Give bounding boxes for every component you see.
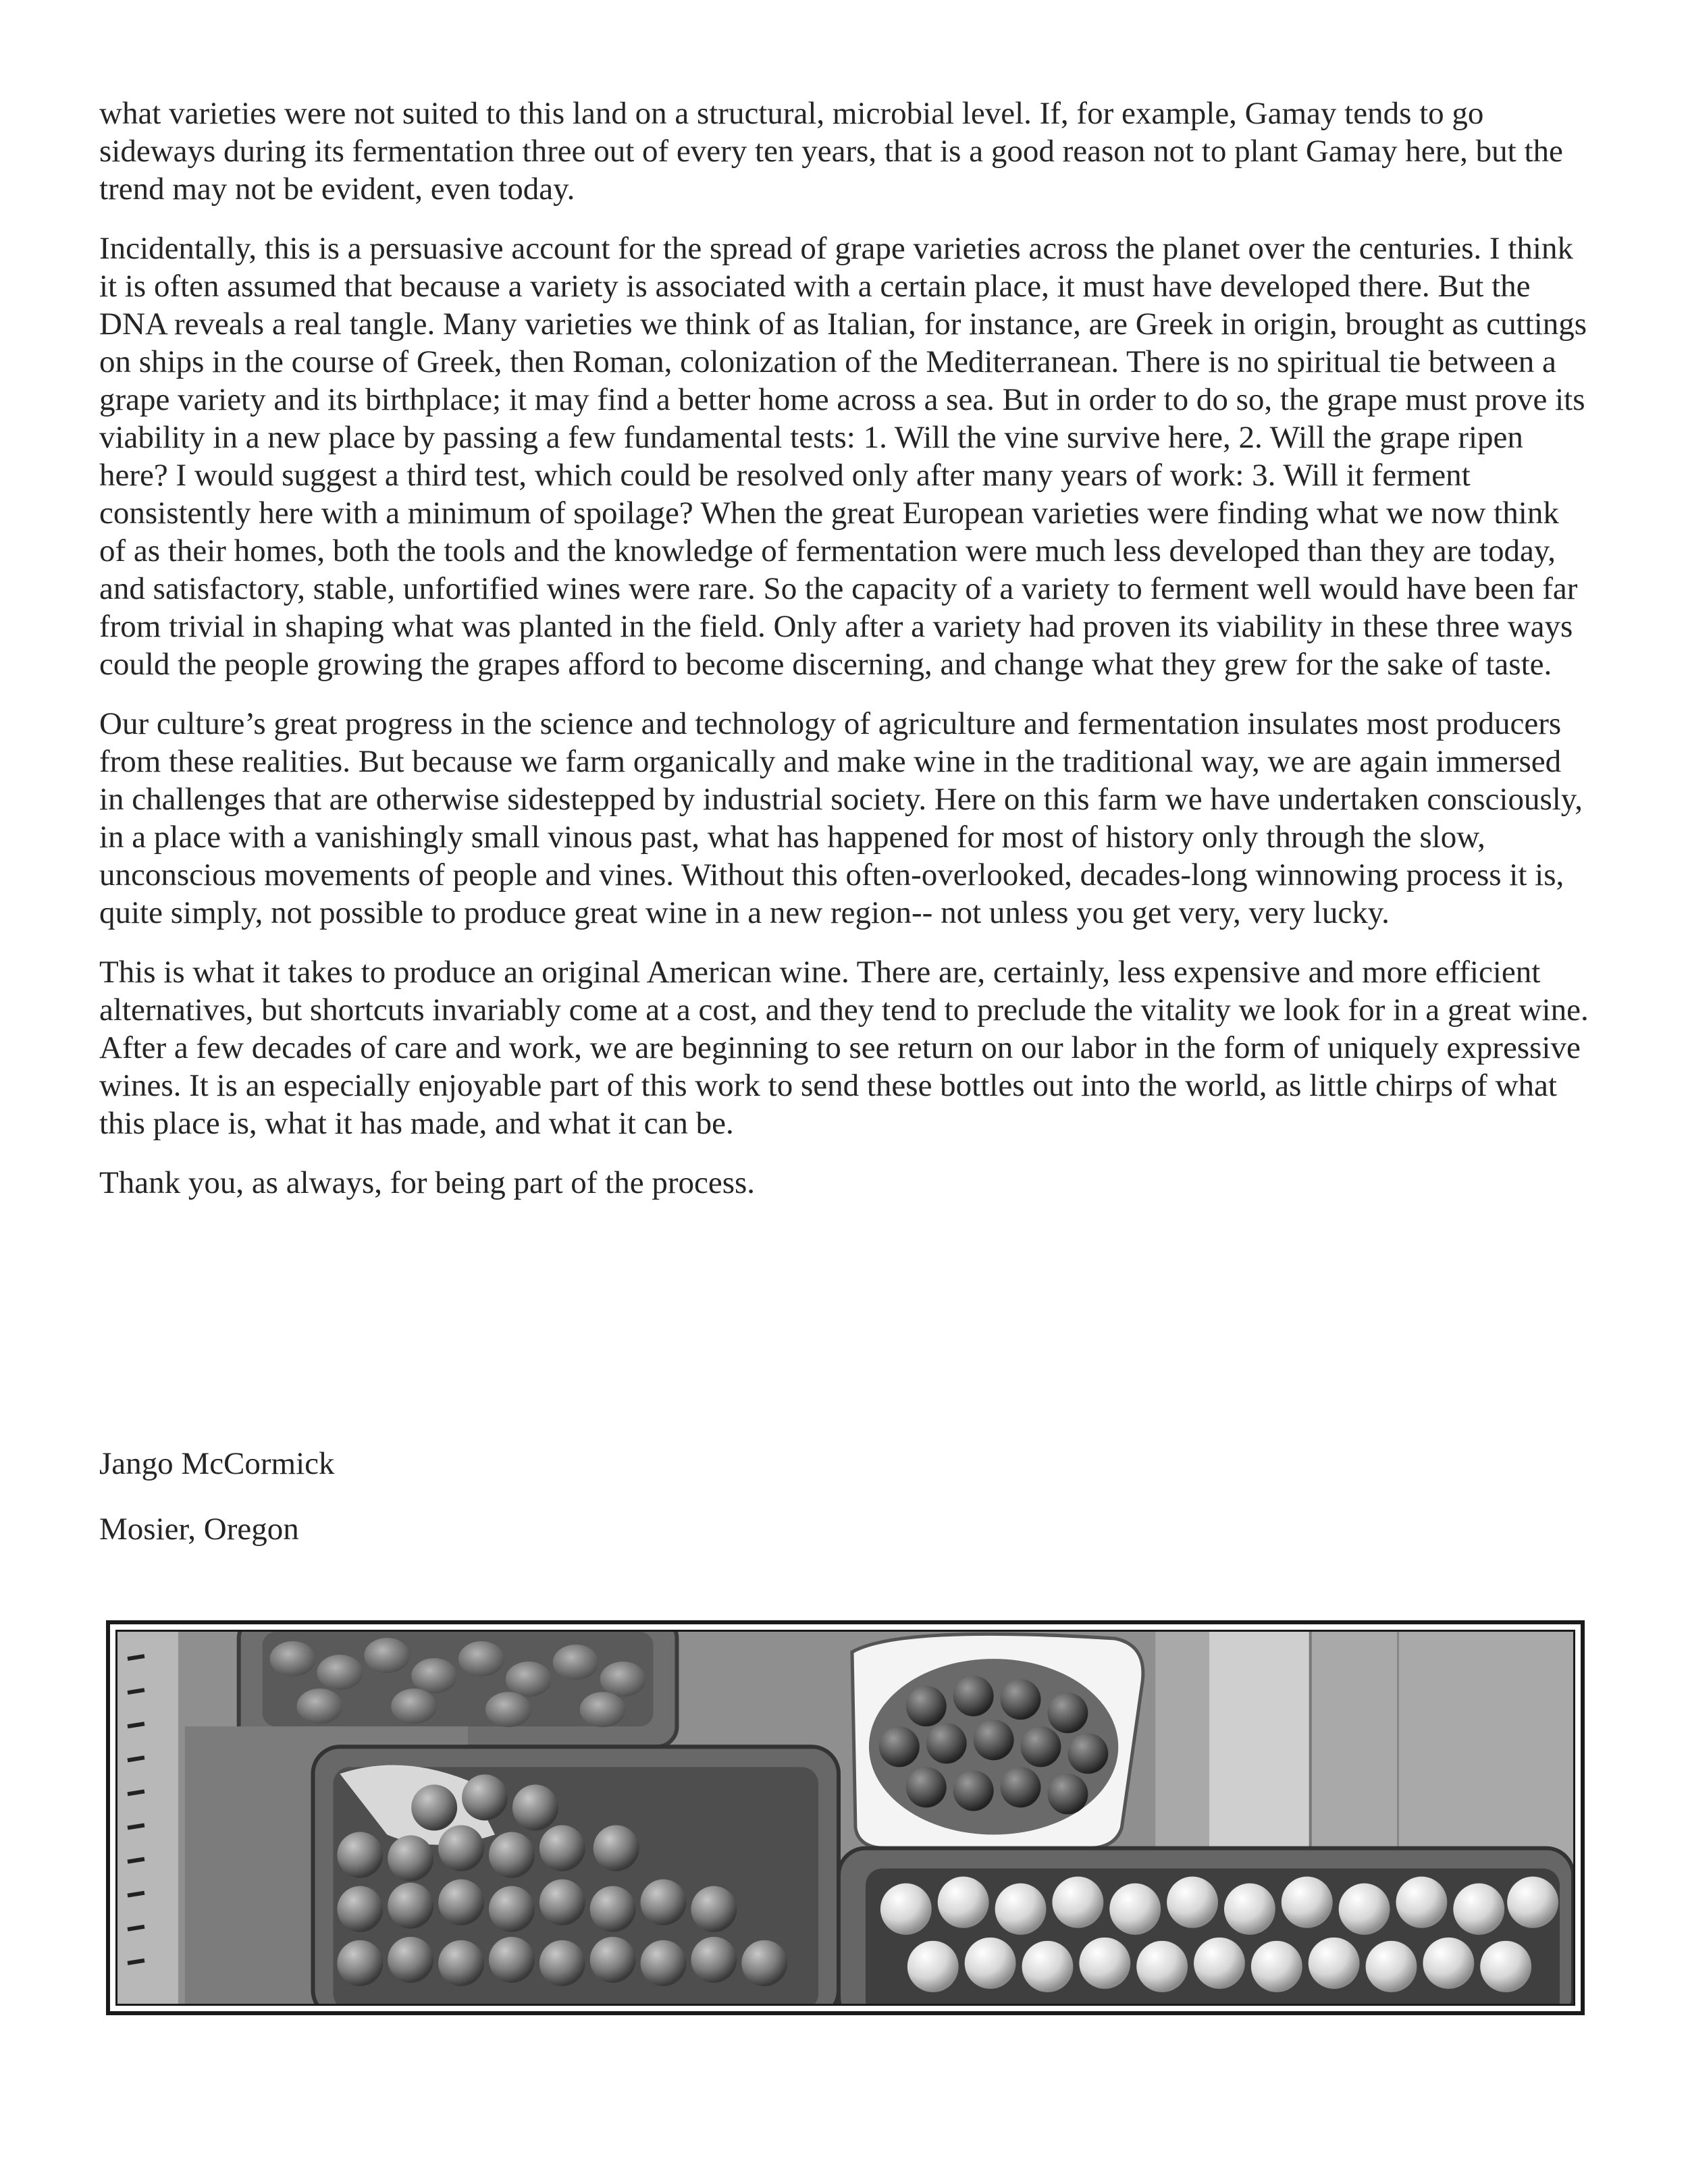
paragraph-3: Our culture’s great progress in the science and technology of agriculture and fermentation insulates most producers from these realities. But because we farm organically and make wine in the traditional way, we are again immersed in challenges that are otherwise sidestepped by industrial society. Here on this farm we have undertaken consciously, in a place with a vanishingly small vinous past, what has happened for most of history only through the slow, unconscious movements of people and vines. Without this often-overlooked, decades-long winnowing process it is, quite simply, not possible to produce great wine in a new region-- not unless you get very, very lucky. [99,706,1583,930]
harvest-photo-illustration [117,1632,1573,2004]
signature-place: Mosier, Oregon [99,1512,299,1547]
paragraph-2: Incidentally, this is a persuasive account for the spread of grape varieties across the planet over the centuries. I think it is often assumed that because a variety is associated with a certain place, it must have developed there. But the DNA reveals a real tangle. Many varieties we think of as Italian, for instance, are Greek in origin, brought as cuttings on ships in the course of Greek, then Roman, colonization of the Mediterranean. There is no spiritual tie between a grape variety and its birthplace; it may find a better home across a sea. But in order to do so, the grape must prove its viability in a new place by passing a few fundamental tests: 1. Will the vine survive here, 2. Will the grape ripen here? I would suggest a third test, which could be resolved only after many years of work: 3. Will it ferment consistently here with a minimum of spoilage? When the great European varieties were finding what we now think of as their homes, both the tools and the knowledge of fermentation were much less developed than they are today, and satisfactory, stable, unfortified wines were rare. So the capacity of a variety to ferment well would have been far from trivial in shaping what was planted in the field. Only after a variety had proven its viability in these three ways could the people growing the grapes afford to become discerning, and change what they grew for the sake of taste. [99,231,1587,682]
harvest-photo [115,1630,1575,2006]
paragraph-1: what varieties were not suited to this land on a structural, microbial level. If, for example, Gamay tends to go sideways during its fermentation three out of every ten years, that is a good reason not to plant Gamay here, but the trend may not be evident, even today. [99,96,1563,207]
letter-body [99,95,1591,1223]
photo-frame [106,1620,1585,2015]
paragraph-closing: Thank you, as always, for being part of the process. [99,1165,756,1200]
paragraph-4: This is what it takes to produce an original American wine. There are, certainly, less expensive and more efficient alternatives, but shortcuts invariably come at a cost, and they tend to preclude the vitality we look for in a great wine. After a few decades of care and work, we are beginning to see return on our labor in the form of uniquely expressive wines. It is an especially enjoyable part of this work to send these bottles out into the world, as little chirps of what this place is, what it has made, and what it can be. [99,955,1589,1141]
signature-name: Jango McCormick [99,1446,335,1481]
